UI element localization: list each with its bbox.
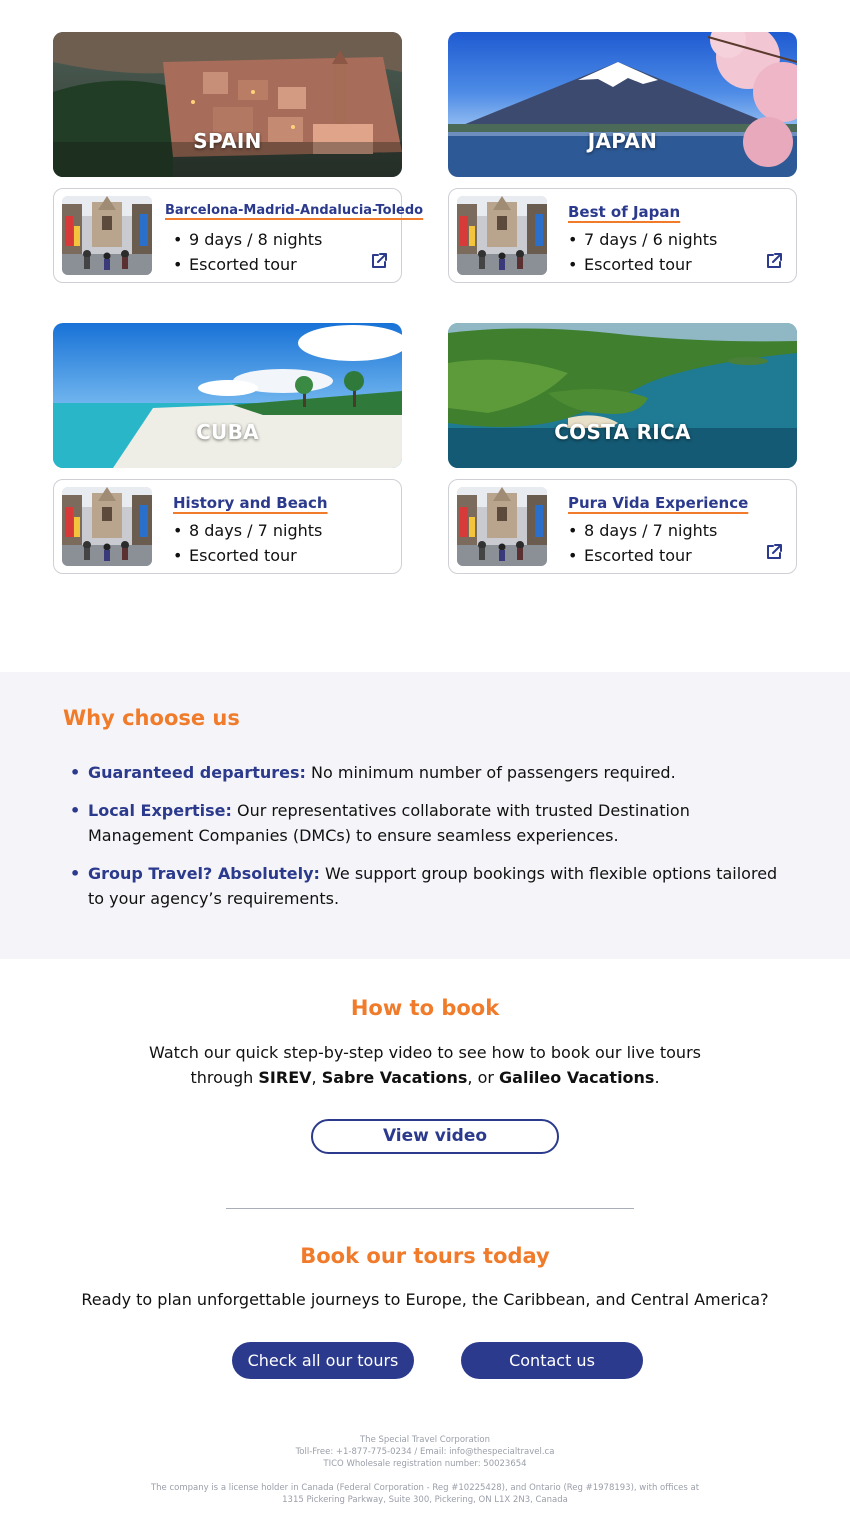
why-item: • Guaranteed departures: No minimum number of passengers required. (70, 763, 676, 782)
external-link-icon[interactable] (764, 251, 784, 271)
cuba-image (53, 323, 402, 468)
destination-card-costa-rica[interactable] (448, 323, 797, 468)
book-today-text: Ready to plan unforgettable journeys to Europe, the Caribbean, and Central America? (81, 1290, 769, 1309)
why-list (70, 760, 790, 924)
tour-duration: • 9 days / 8 nights (173, 230, 323, 249)
costa-rica-image (448, 323, 797, 468)
why-item: • Group Travel? Absolutely: We support group bookings with flexible options tailored to your agency’s requirements. (70, 864, 778, 908)
destination-name: CUBA (196, 420, 259, 444)
tour-duration: • 8 days / 7 nights (173, 521, 323, 540)
tour-duration: • 8 days / 7 nights (568, 521, 718, 540)
tour-card[interactable] (448, 479, 797, 574)
tour-type: • Escorted tour (173, 255, 297, 274)
japan-image (448, 32, 797, 177)
tour-thumbnail (457, 487, 547, 566)
destination-card-spain[interactable] (53, 32, 402, 177)
tour-card[interactable] (448, 188, 797, 283)
tour-duration: • 7 days / 6 nights (568, 230, 718, 249)
destination-card-cuba[interactable] (53, 323, 402, 468)
tour-title-link[interactable]: History and Beach (173, 494, 328, 512)
tour-type: • Escorted tour (173, 546, 297, 565)
tour-title-link[interactable]: Best of Japan (568, 203, 681, 221)
external-link-icon[interactable] (369, 251, 389, 271)
destination-name: COSTA RICA (554, 420, 691, 444)
destination-name: SPAIN (193, 129, 262, 153)
footer-company-info: The Special Travel Corporation Toll-Free: +1-877-775-0234 / Email: info@thespecialtravel.ca TICO Wholesale registration number: 50023654 (295, 1435, 555, 1469)
spain-image (53, 32, 402, 177)
contact-us-button[interactable]: Contact us (461, 1342, 643, 1379)
tour-card[interactable] (53, 188, 424, 283)
how-to-book-title: How to book (350, 996, 500, 1020)
why-item: • Local Expertise: Our representatives collaborate with trusted Destination Management Companies (DMCs) to ensure seamless experiences. (70, 801, 690, 845)
tour-type: • Escorted tour (568, 546, 692, 565)
tour-type: • Escorted tour (568, 255, 692, 274)
tour-thumbnail (457, 196, 547, 275)
view-video-button[interactable]: View video (311, 1119, 559, 1154)
destination-card-japan[interactable] (448, 32, 797, 177)
external-link-icon[interactable] (764, 542, 784, 562)
why-title: Why choose us (63, 706, 240, 730)
tour-thumbnail (62, 196, 152, 275)
tour-card[interactable] (53, 479, 402, 574)
tour-title-link[interactable]: Barcelona-Madrid-Andalucia-Toledo (165, 203, 424, 218)
book-today-title: Book our tours today (300, 1244, 550, 1268)
check-all-tours-button[interactable]: Check all our tours (232, 1342, 414, 1379)
how-to-book-text: Watch our quick step-by-step video to see how to book our live tours through SIREV, Sabre Vacations, or Galileo Vacations. (149, 1043, 701, 1087)
section-divider (226, 1208, 634, 1209)
tour-title-link[interactable]: Pura Vida Experience (568, 494, 749, 512)
destination-name: JAPAN (587, 129, 658, 153)
why-choose-us-section (0, 672, 850, 959)
tour-thumbnail (62, 487, 152, 566)
footer-license: The company is a license holder in Canada (Federal Corporation - Reg #10225428), and Ontario (Reg #1978193), with offices at 1315 Pickering Parkway, Suite 300, Pickering, ON L1X 2N3, Canada (150, 1483, 700, 1505)
